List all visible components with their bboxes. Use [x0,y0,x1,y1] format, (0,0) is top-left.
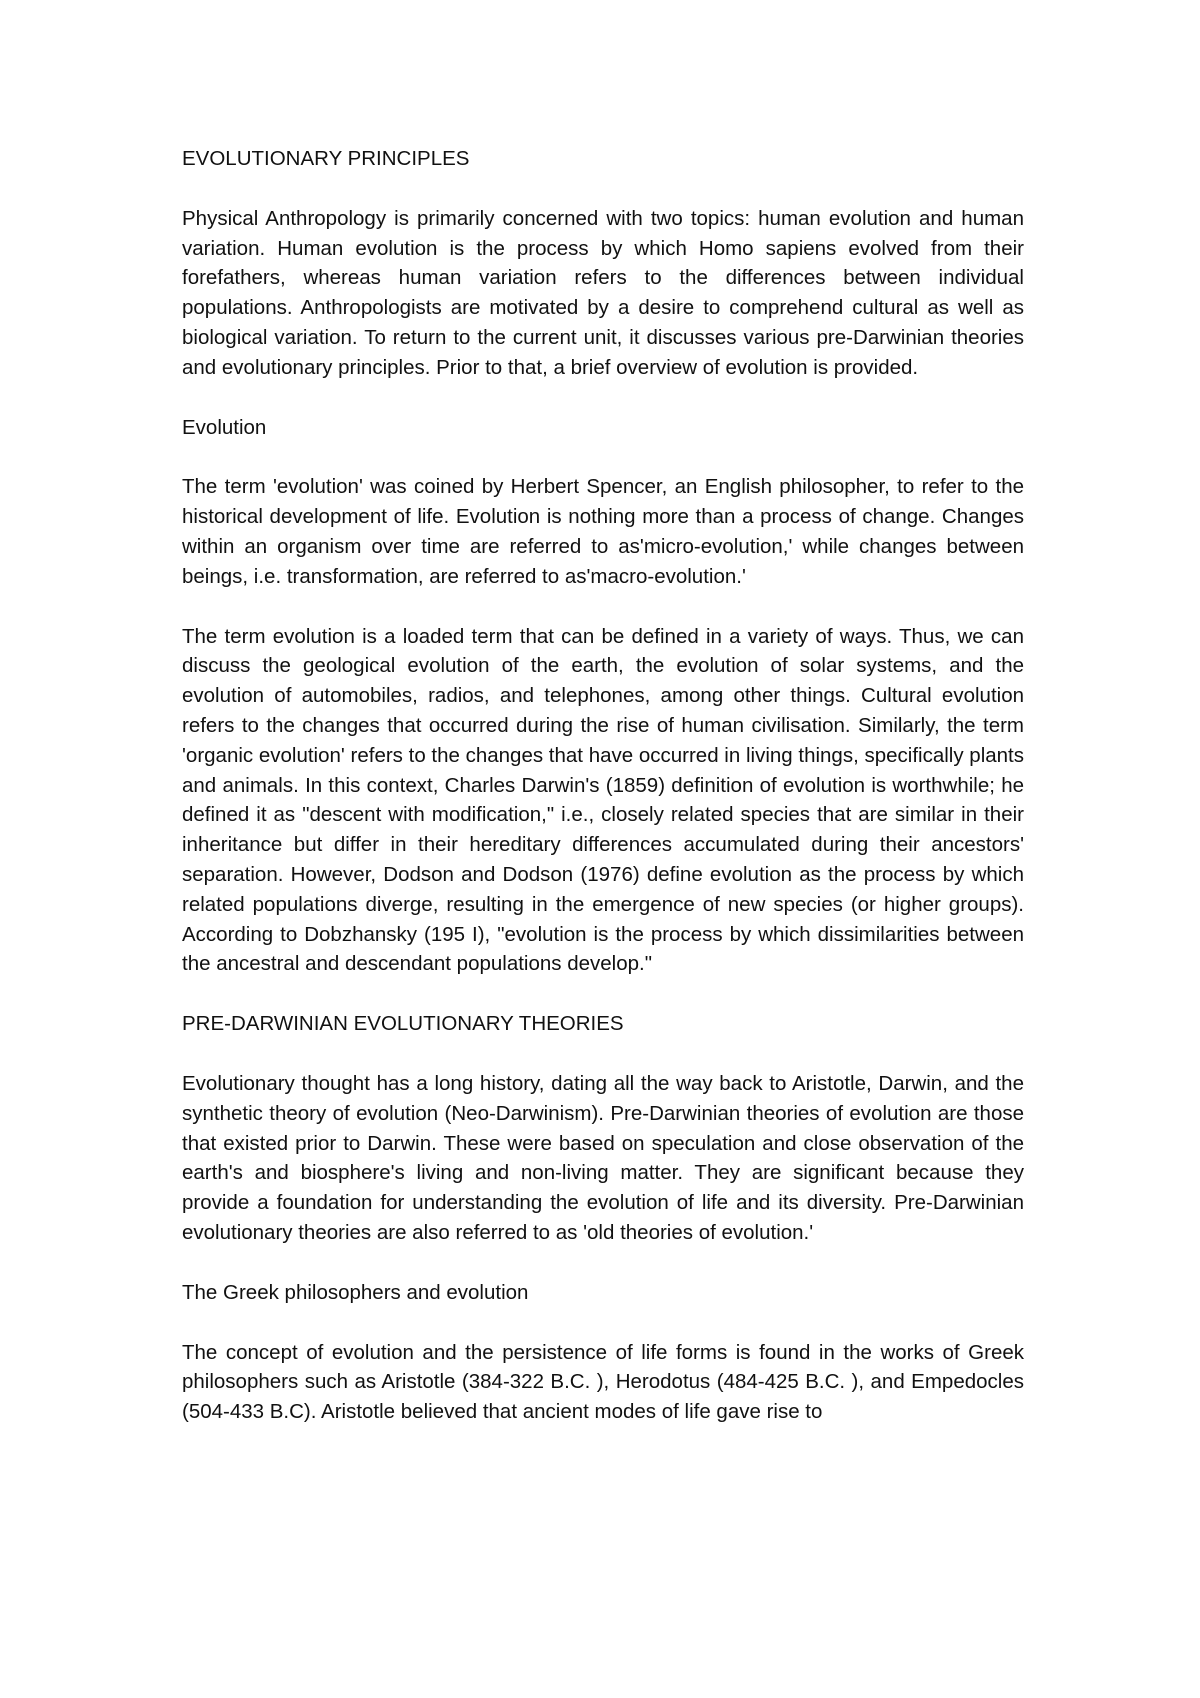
document-body [182,144,1024,1457]
evolution-paragraph-1: The term 'evolution' was coined by Herbert Spencer, an English philosopher, to refer to the historical development of life. Evolution is nothing more than a process of change. Changes within an organism over time are referred to as'micro-evolution,' while changes between beings, i.e. transformation, are referred to as'macro-evolution.' [182,475,1024,588]
section-heading-evolution: Evolution [182,415,267,439]
section-heading-greek-philosophers: The Greek philosophers and evolution [182,1280,529,1304]
section-heading-pre-darwinian: PRE-DARWINIAN EVOLUTIONARY THEORIES [182,1012,624,1036]
greek-philosophers-paragraph: The concept of evolution and the persistence of life forms is found in the works of Greek philosophers such as Aristotle (384-322 B.C. ), Herodotus (484-425 B.C. ), and Empedocles (504-433 B.C). Aristotle believed that ancient modes of life gave rise to [182,1340,1024,1424]
intro-paragraph: Physical Anthropology is primarily concerned with two topics: human evolution and human variation. Human evolution is the process by which Homo sapiens evolved from their forefathers, whereas human variation refers to the differences between individual populations. Anthropologists are motivated by a desire to comprehend cultural as well as biological variation. To return to the current unit, it discusses various pre-Darwinian theories and evolutionary principles. Prior to that, a brief overview of evolution is provided. [182,206,1024,379]
evolution-paragraph-2: The term evolution is a loaded term that can be defined in a variety of ways. Thus, we can discuss the geological evolution of the earth, the evolution of solar systems, and the evolution of automobiles, radios, and telephones, among other things. Cultural evolution refers to the changes that occurred during the rise of human civilisation. Similarly, the term 'organic evolution' refers to the changes that have occurred in living things, specifically plants and animals. In this context, Charles Darwin's (1859) definition of evolution is worthwhile; he defined it as "descent with modification," i.e., closely related species that are similar in their inheritance but differ in their hereditary differences accumulated during their ancestors' separation. However, Dodson and Dodson (1976) define evolution as the process by which related populations diverge, resulting in the emergence of new species (or higher groups). According to Dobzhansky (195 I), "evolution is the process by which dissimilarities between the ancestral and descendant populations develop." [182,624,1024,976]
pre-darwinian-paragraph: Evolutionary thought has a long history, dating all the way back to Aristotle, Darwin, and the synthetic theory of evolution (Neo-Darwinism). Pre-Darwinian theories of evolution are those that existed prior to Darwin. These were based on speculation and close observation of the earth's and biosphere's living and non-living matter. They are significant because they provide a foundation for understanding the evolution of life and its diversity. Pre-Darwinian evolutionary theories are also referred to as 'old theories of evolution.' [182,1071,1024,1244]
document-title: EVOLUTIONARY PRINCIPLES [182,147,470,170]
